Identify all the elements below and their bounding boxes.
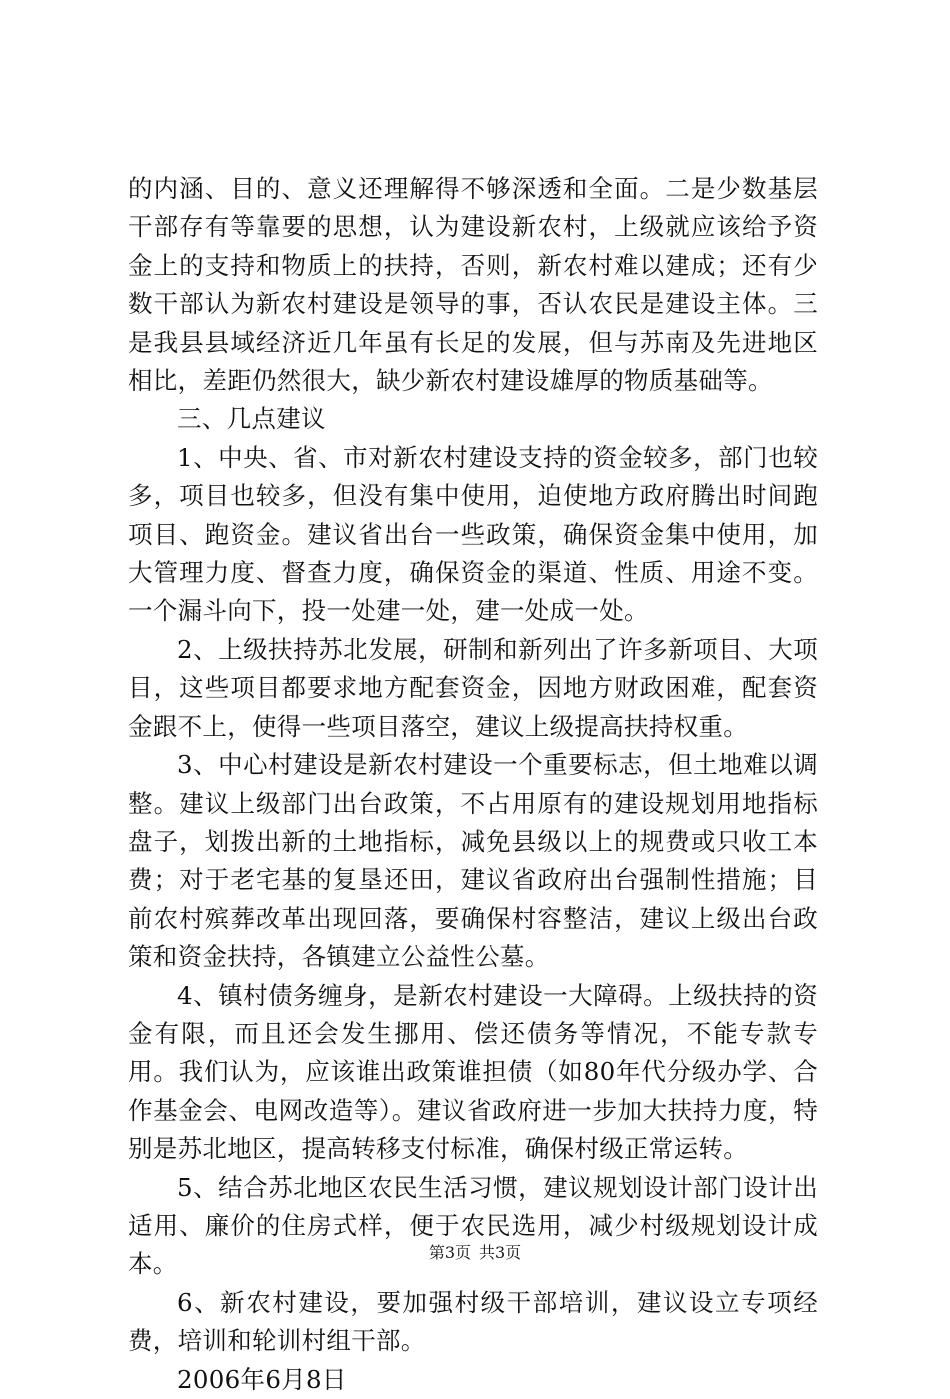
document-date: 2006年6月8日 (177, 1364, 347, 1394)
page-total: 共3页 (479, 1243, 522, 1262)
suggestion-paragraph-6: 6、新农村建设，要加强村级干部培训，建议设立专项经费，培训和轮训村组干部。 (128, 1287, 818, 1356)
suggestion-paragraph-1: 1、中央、省、市对新农村建设支持的资金较多，部门也较多，项目也较多，但没有集中使用，迫使地方政府腾出时间跑项目、跑资金。建议省出台一些政策，确保资金集中使用，加大管理力度、督查力度，确保资金的渠道、性质、用途不变。一个漏斗向下，投一处建一处，建一处成一处。 (128, 442, 818, 626)
suggestion-paragraph-2: 2、上级扶持苏北发展，研制和新列出了许多新项目、大项目，这些项目都要求地方配套资金，因地方财政困难，配套资金跟不上，使得一些项目落空，建议上级提高扶持权重。 (128, 634, 818, 741)
suggestion-paragraph-5: 5、结合苏北地区农民生活习惯，建议规划设计部门设计出适用、廉价的住房式样，便于农民选用，减少村级规划设计成本。 (128, 1172, 818, 1279)
suggestion-paragraph-3: 3、中心村建设是新农村建设一个重要标志，但土地难以调整。建议上级部门出台政策，不占用原有的建设规划用地指标盘子，划拨出新的土地指标，减免县级以上的规费或只收工本费；对于老宅基的复垦还田，建议省政府出台强制性措施；目前农村殡葬改革出现回落，要确保村容整洁，建议上级出台政策和资金扶持，各镇建立公益性公墓。 (128, 750, 818, 972)
document-body (128, 170, 818, 1399)
section-heading: 三、几点建议 (177, 404, 326, 434)
page-number: 第3页 (428, 1243, 471, 1262)
suggestion-paragraph-4: 4、镇村债务缠身，是新农村建设一大障碍。上级扶持的资金有限，而且还会发生挪用、偿还债务等情况，不能专款专用。我们认为，应该谁出政策谁担债（如80年代分级办学、合作基金会、电网改造等）。建议省政府进一步加大扶持力度，特别是苏北地区，提高转移支付标准，确保村级正常运转。 (128, 980, 818, 1164)
intro-paragraph: 的内涵、目的、意义还理解得不够深透和全面。二是少数基层干部存有等靠要的思想，认为建设新农村，上级就应该给予资金上的支持和物质上的扶持，否则，新农村难以建成；还有少数干部认为新农村建设是领导的事，否认农民是建设主体。三是我县县域经济近几年虽有长足的发展，但与苏南及先进地区相比，差距仍然很大，缺少新农村建设雄厚的物质基础等。 (128, 174, 818, 396)
page-footer (0, 1242, 950, 1264)
